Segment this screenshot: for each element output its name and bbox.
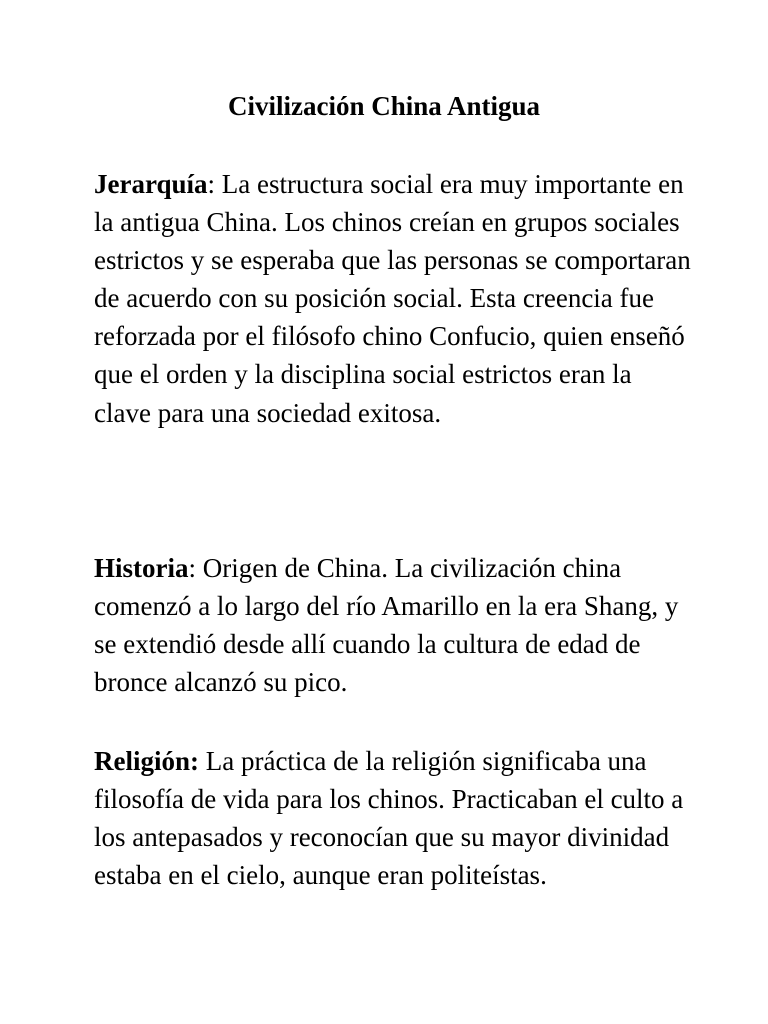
section-label-jerarquia: Jerarquía — [94, 169, 208, 199]
section-body-historia: Origen de China. La civilización china comenzó a lo largo del río Amarillo en la era Shang, y se extendió desde allí cuando la cultura de edad de bronce alcanzó su pico. — [94, 553, 679, 698]
section-label-religion: Religión: — [94, 746, 199, 776]
section-body-religion: La práctica de la religión significaba una filosofía de vida para los chinos. Practicaban el culto a los antepasados y reconocían que su mayor divinidad estaba en el cielo, aunque eran politeístas. — [94, 746, 684, 891]
section-religion — [94, 742, 694, 894]
section-separator-jerarquia: : — [207, 169, 216, 199]
section-body-jerarquia: La estructura social era muy importante en la antigua China. Los chinos creían en grupos sociales estrictos y se esperaba que las personas se comportaran de acuerdo con su posición social. Esta creencia fue reforzada por el filósofo chino Confucio, quien enseñó que el orden y la disciplina social estrictos eran la clave para una sociedad exitosa. — [94, 169, 691, 428]
document-title: Civilización China Antigua — [227, 91, 541, 121]
section-historia — [94, 549, 694, 701]
section-jerarquia — [94, 165, 694, 432]
section-separator-historia: : — [188, 553, 197, 583]
section-label-historia: Historia — [94, 553, 189, 583]
